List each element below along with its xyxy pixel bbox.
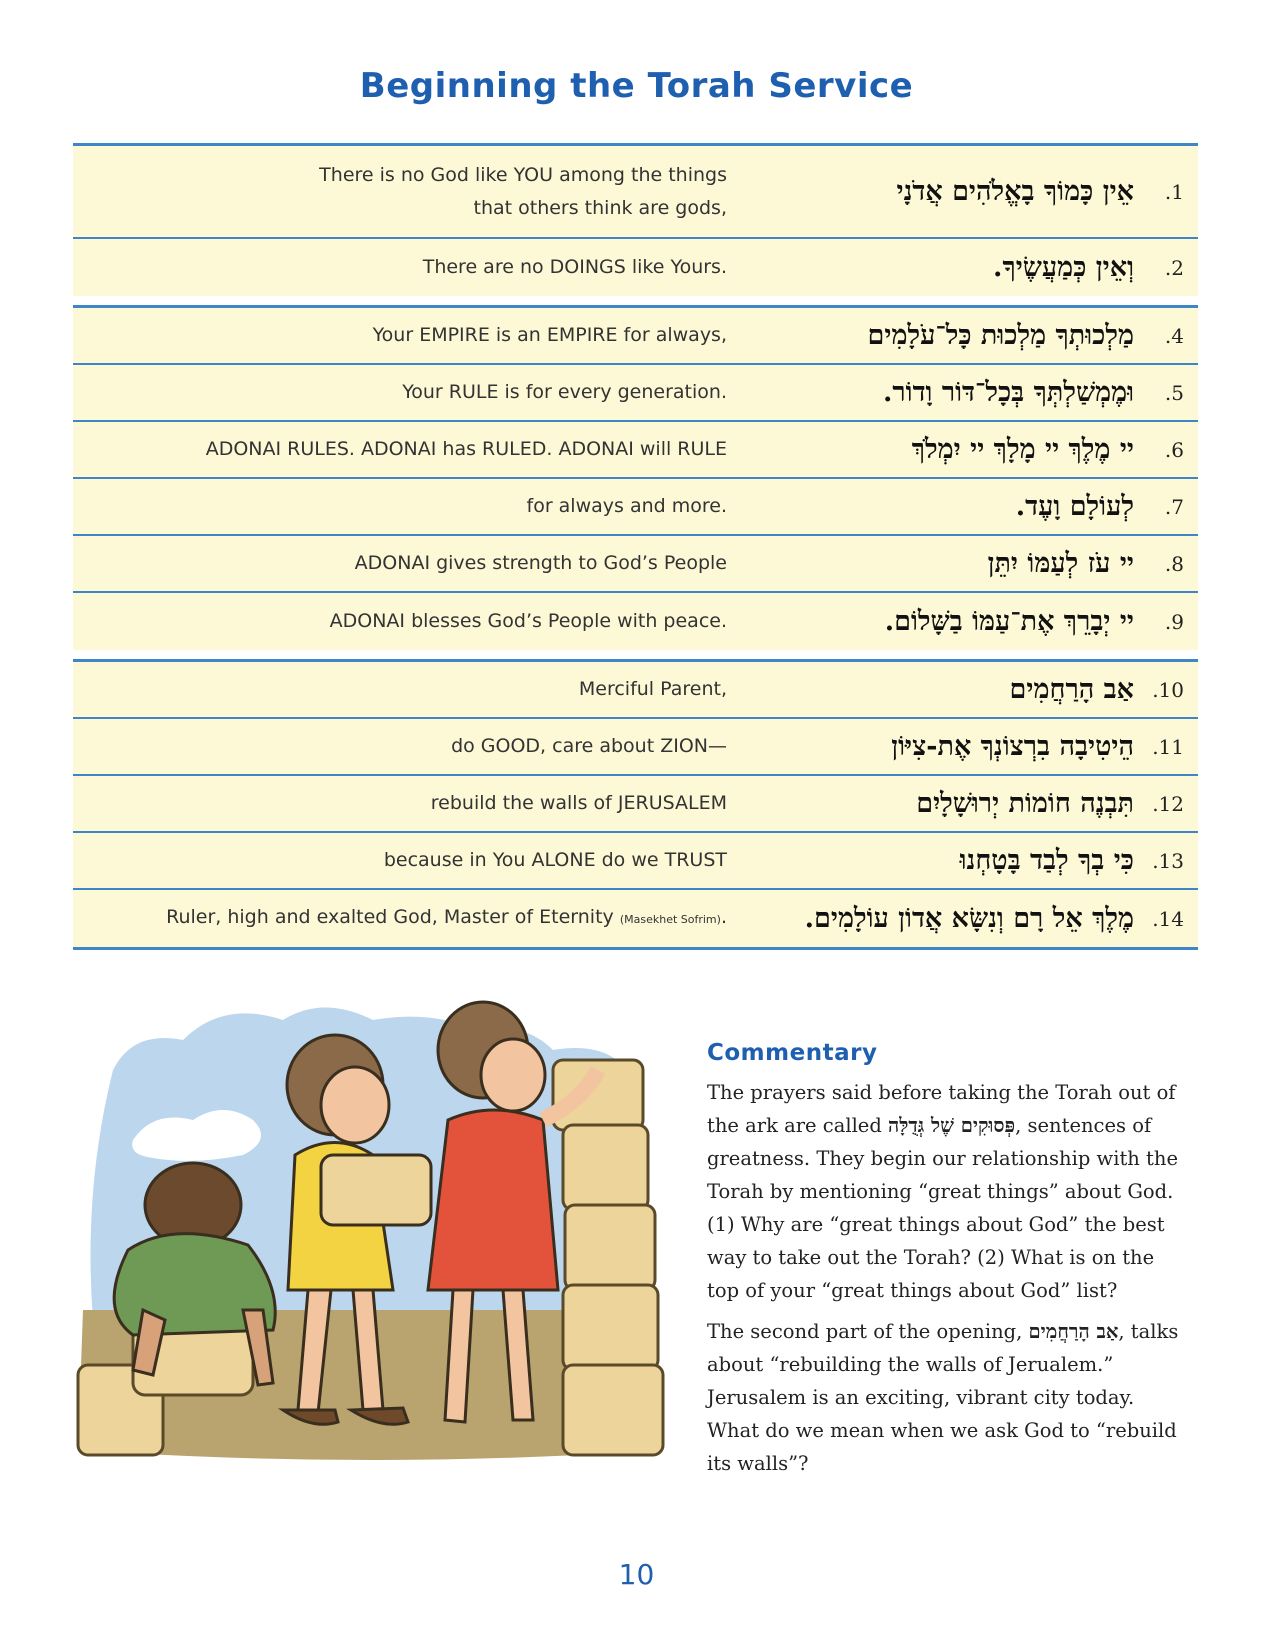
prayer-row: [73, 776, 1198, 833]
hebrew-text: אֵין כָּמוֹךָ בָאֱלֹהִים אֲדֹנָי: [896, 176, 1134, 207]
hebrew-text: כִּי בְךָ לְבַד בָּטָחְנוּ: [959, 845, 1134, 876]
english-translation: because in You ALONE do we TRUST: [383, 849, 727, 871]
prayer-row: [73, 719, 1198, 776]
prayer-row: [73, 479, 1198, 536]
prayer-table: [73, 143, 1198, 950]
prayer-row: [73, 833, 1198, 890]
prayer-group: [73, 143, 1198, 296]
english-translation: rebuild the walls of JERUSALEM: [430, 792, 727, 814]
prayer-row: [73, 890, 1198, 947]
hebrew-text: יי עֹז לְעַמּוֹ יִתֵּן: [987, 548, 1134, 579]
prayer-row: [73, 593, 1198, 650]
page-title: Beginning the Torah Service: [359, 66, 914, 106]
hebrew-text: וּמֶמְשַׁלְתְּךָ בְּכָל־דּוֹר וָדוֹר.: [883, 377, 1134, 408]
commentary-paragraph: The prayers said before taking the Torah out of the ark are called פְּסוּקִים שֶׁל גְּדֻלָּה, sentences of greatness. They begin our relationship with the Torah by mentioning “great things” about God. (1) Why are “great things about God” the best way to take out the Torah? (2) What is on the top of your “great things about God” list?: [707, 1081, 1178, 1302]
source-citation: (Masekhet Sofrim): [619, 913, 721, 926]
line-number: .8: [1164, 551, 1184, 576]
hebrew-text: יי יְבָרֵךְ אֶת־עַמּוֹ בַשָּׁלוֹם.: [884, 606, 1134, 637]
english-translation: There is no God like YOU among the things that others think are gods,: [319, 163, 727, 219]
english-translation: ADONAI RULES. ADONAI has RULED. ADONAI will RULE: [205, 438, 727, 460]
hebrew-text: וְאֵין כְּמַעֲשֶׂיךָ.: [993, 252, 1134, 283]
prayer-group: [73, 659, 1198, 947]
prayer-row: [73, 146, 1198, 239]
commentary-paragraph: The second part of the opening, אַב הָרַחֲמִים, talks about “rebuilding the walls of Jerualem.” Jerusalem is an exciting, vibrant city today. What do we mean when we ask God to “rebuild its walls”?: [707, 1320, 1179, 1475]
hebrew-text: מֶלֶךְ אֵל רָם וְנִשָּׂא אֲדוֹן עוֹלָמִים.: [804, 903, 1134, 934]
hebrew-text: לְעוֹלָם וָעֶד.: [1015, 491, 1134, 522]
hebrew-term: אַב הָרַחֲמִים: [1028, 1320, 1119, 1343]
english-translation: Your EMPIRE is an EMPIRE for always,: [372, 324, 727, 346]
prayer-row: [73, 662, 1198, 719]
commentary-section: [707, 1040, 1183, 1488]
english-translation: Merciful Parent,: [578, 678, 727, 700]
line-number: .5: [1164, 380, 1184, 405]
commentary-heading: Commentary: [707, 1040, 878, 1066]
prayer-row: [73, 536, 1198, 593]
line-number: .13: [1152, 848, 1184, 873]
line-number: .6: [1164, 437, 1184, 462]
hebrew-text: אַב הָרַחֲמִים: [1009, 674, 1134, 705]
line-number: .12: [1152, 791, 1184, 816]
page-number: 10: [618, 1558, 655, 1591]
english-translation: ADONAI gives strength to God’s People: [354, 552, 727, 574]
prayer-row: [73, 308, 1198, 365]
line-number: .11: [1152, 734, 1184, 759]
prayer-row: [73, 365, 1198, 422]
english-translation: Your RULE is for every generation.: [402, 381, 727, 403]
hebrew-term: פְּסוּקִים שֶׁל גְּדֻלָּה: [888, 1114, 1016, 1137]
line-number: .14: [1152, 906, 1184, 931]
hebrew-text: תִּבְנֶה חוֹמוֹת יְרוּשָׁלָיִם: [916, 788, 1134, 819]
english-translation: There are no DOINGS like Yours.: [422, 256, 727, 278]
prayer-group: [73, 305, 1198, 650]
prayer-row: [73, 239, 1198, 296]
line-number: .4: [1164, 323, 1184, 348]
line-number: .9: [1164, 609, 1184, 634]
hebrew-text: מַלְכוּתְךָ מַלְכוּת כָּל־עֹלָמִים: [867, 320, 1134, 351]
hebrew-text: הֵיטִיבָה בִרְצוֹנְךָ אֶת-צִיּוֹן: [891, 731, 1134, 762]
prayer-row: [73, 422, 1198, 479]
line-number: .1: [1164, 179, 1184, 204]
english-translation: Ruler, high and exalted God, Master of Eternity (Masekhet Sofrim).: [166, 906, 727, 928]
hebrew-text: יי מֶלֶךְ יי מָלָךְ יי יִמְלֹךְ: [911, 434, 1134, 465]
table-bottom-rule: [73, 947, 1198, 950]
line-number: .2: [1164, 255, 1184, 280]
line-number: .10: [1152, 677, 1184, 702]
english-translation: for always and more.: [526, 495, 727, 517]
english-translation: do GOOD, care about ZION—: [451, 735, 727, 757]
children-building-wall-illustration: [73, 990, 678, 1515]
english-translation: ADONAI blesses God’s People with peace.: [329, 610, 727, 632]
line-number: .7: [1164, 494, 1184, 519]
